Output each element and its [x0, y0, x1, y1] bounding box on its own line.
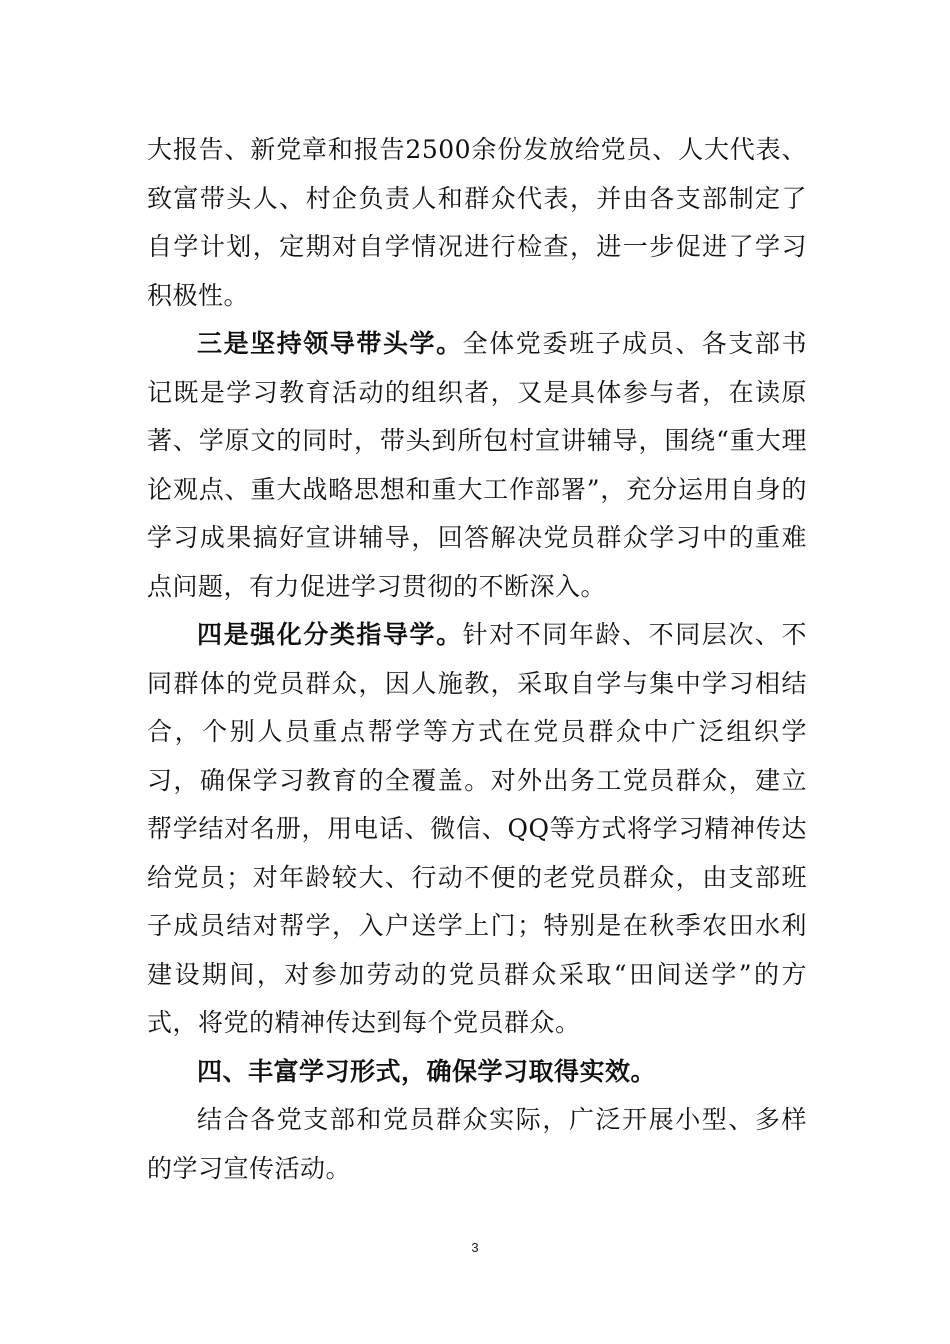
section-heading: 四、丰富学习形式，确保学习取得实效。	[197, 1056, 657, 1086]
paragraph-classified-guidance	[147, 611, 807, 1048]
paragraph-closing: 结合各党支部和党员群众实际，广泛开展小型、多样的学习宣传活动。	[147, 1105, 807, 1183]
paragraph-lead: 四是强化分类指导学。	[197, 620, 463, 649]
paragraph-text: 针对不同年龄、不同层次、不同群体的党员群众，因人施教，采取自学与集中学习相结合，个别人员重点帮学等方式在党员群众中广泛组织学习，确保学习教育的全覆盖。对外出务工党员群众，建立帮学结对名册，用电话、微信、QQ等方式将学习精神传达给党员；对年龄较大、行动不便的老党员群众，由支部班子成员结对帮学，入户送学上门；特别是在秋季农田水利建设期间，对参加劳动的党员群众采取“田间送学”的方式，将党的精神传达到每个党员群众。	[147, 620, 807, 1037]
paragraph-lead: 三是坚持领导带头学。	[197, 329, 463, 358]
page-number: 3	[471, 1240, 479, 1255]
document-body	[147, 126, 807, 1193]
paragraph-continuation	[147, 126, 807, 320]
paragraph-text: 全体党委班子成员、各支部书记既是学习教育活动的组织者，又是具体参与者，在读原著、学原文的同时，带头到所包村宣讲辅导，围绕“重大理论观点、重大战略思想和重大工作部署”，充分运用自身的学习成果搞好宣讲辅导，回答解决党员群众学习中的重难点问题，有力促进学习贯彻的不断深入。	[147, 329, 807, 601]
paragraph-leadership-study	[147, 320, 807, 611]
paragraph-text: 大报告、新党章和报告2500余份发放给党员、人大代表、致富带头人、村企负责人和群众代表，并由各支部制定了自学计划，定期对自学情况进行检查，进一步促进了学习积极性。	[147, 135, 807, 310]
